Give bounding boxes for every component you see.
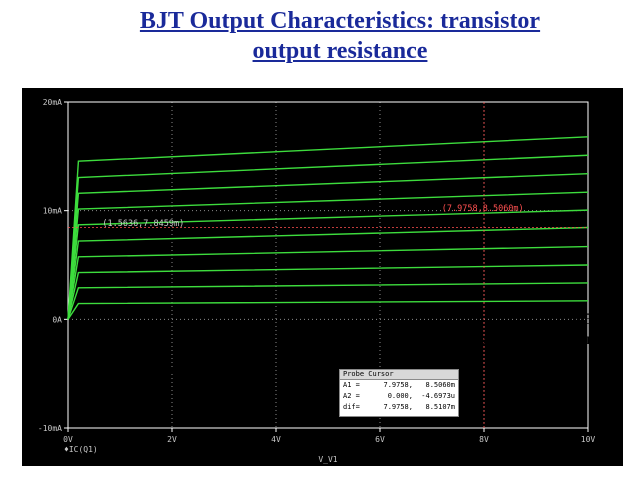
probe-y: -4.6973u [421,392,455,400]
x-tick-label: 10V [580,435,596,444]
probe-x: 7.9758, [383,403,413,411]
y-tick-label: -10mA [37,424,62,433]
anno-left-line-1: Ro = 1/slope [79,321,159,338]
y-tick-label: 20mA [42,98,62,107]
right-annotation [439,310,613,350]
probe-label: dif= [343,403,360,411]
anno-right-line-1: Ib = 5µA [555,311,613,328]
probe-x: 7.9758, [383,381,413,389]
x-tick-label: 6V [375,435,385,444]
probe-y: 8.5060m [425,381,455,389]
legend-label: ♦IC(Q1) [64,445,98,454]
x-tick-label: 2V [167,435,177,444]
ic-curve-3 [68,174,588,320]
x-tick-label: 0V [63,435,73,444]
anno-left-line-4: Rout = 9.1KΩ [79,381,168,398]
probe-row-a1 [340,380,458,391]
output-characteristics-chart [22,88,623,466]
probe-x: 0.000, [387,392,413,400]
probe-row-dif [340,402,458,413]
x-axis-label: V_V1 [318,455,338,464]
title-line-2: output resistance [252,38,428,64]
x-tick-label: 4V [271,435,281,444]
probe-cursor-title: Probe Cursor [340,370,458,380]
anno-left-line-3: 1/slope = (8.0 - 1.6)V/(8.5 - 7.8)mA [79,361,303,378]
probe-row-a2 [340,391,458,402]
x-tick-label: 8V [479,435,489,444]
ic-curve-2 [68,155,588,319]
anno-right-line-2: (Each plot 10µA difference) [438,331,613,348]
cursor-label-1: (1.5636,7.8459m) [102,219,185,230]
title-line-1: BJT Output Characteristics: transistor [139,8,541,34]
y-tick-label: 0A [52,315,62,325]
probe-label: A1 = [343,381,360,389]
ic-curve-7 [68,247,588,320]
left-annotation [79,320,303,400]
cursor-label-2: (7.9758,8.5060m) [441,203,524,214]
ic-curve-6 [68,228,588,320]
probe-y: 8.5107m [425,403,455,411]
probe-cursor-window[interactable] [339,369,459,417]
anno-left-line-2: At Ib = 45µA, [79,341,168,358]
probe-plot [22,88,623,466]
y-tick-label: 10mA [42,206,62,216]
probe-label: A2 = [343,392,360,400]
slide-title [0,6,640,66]
